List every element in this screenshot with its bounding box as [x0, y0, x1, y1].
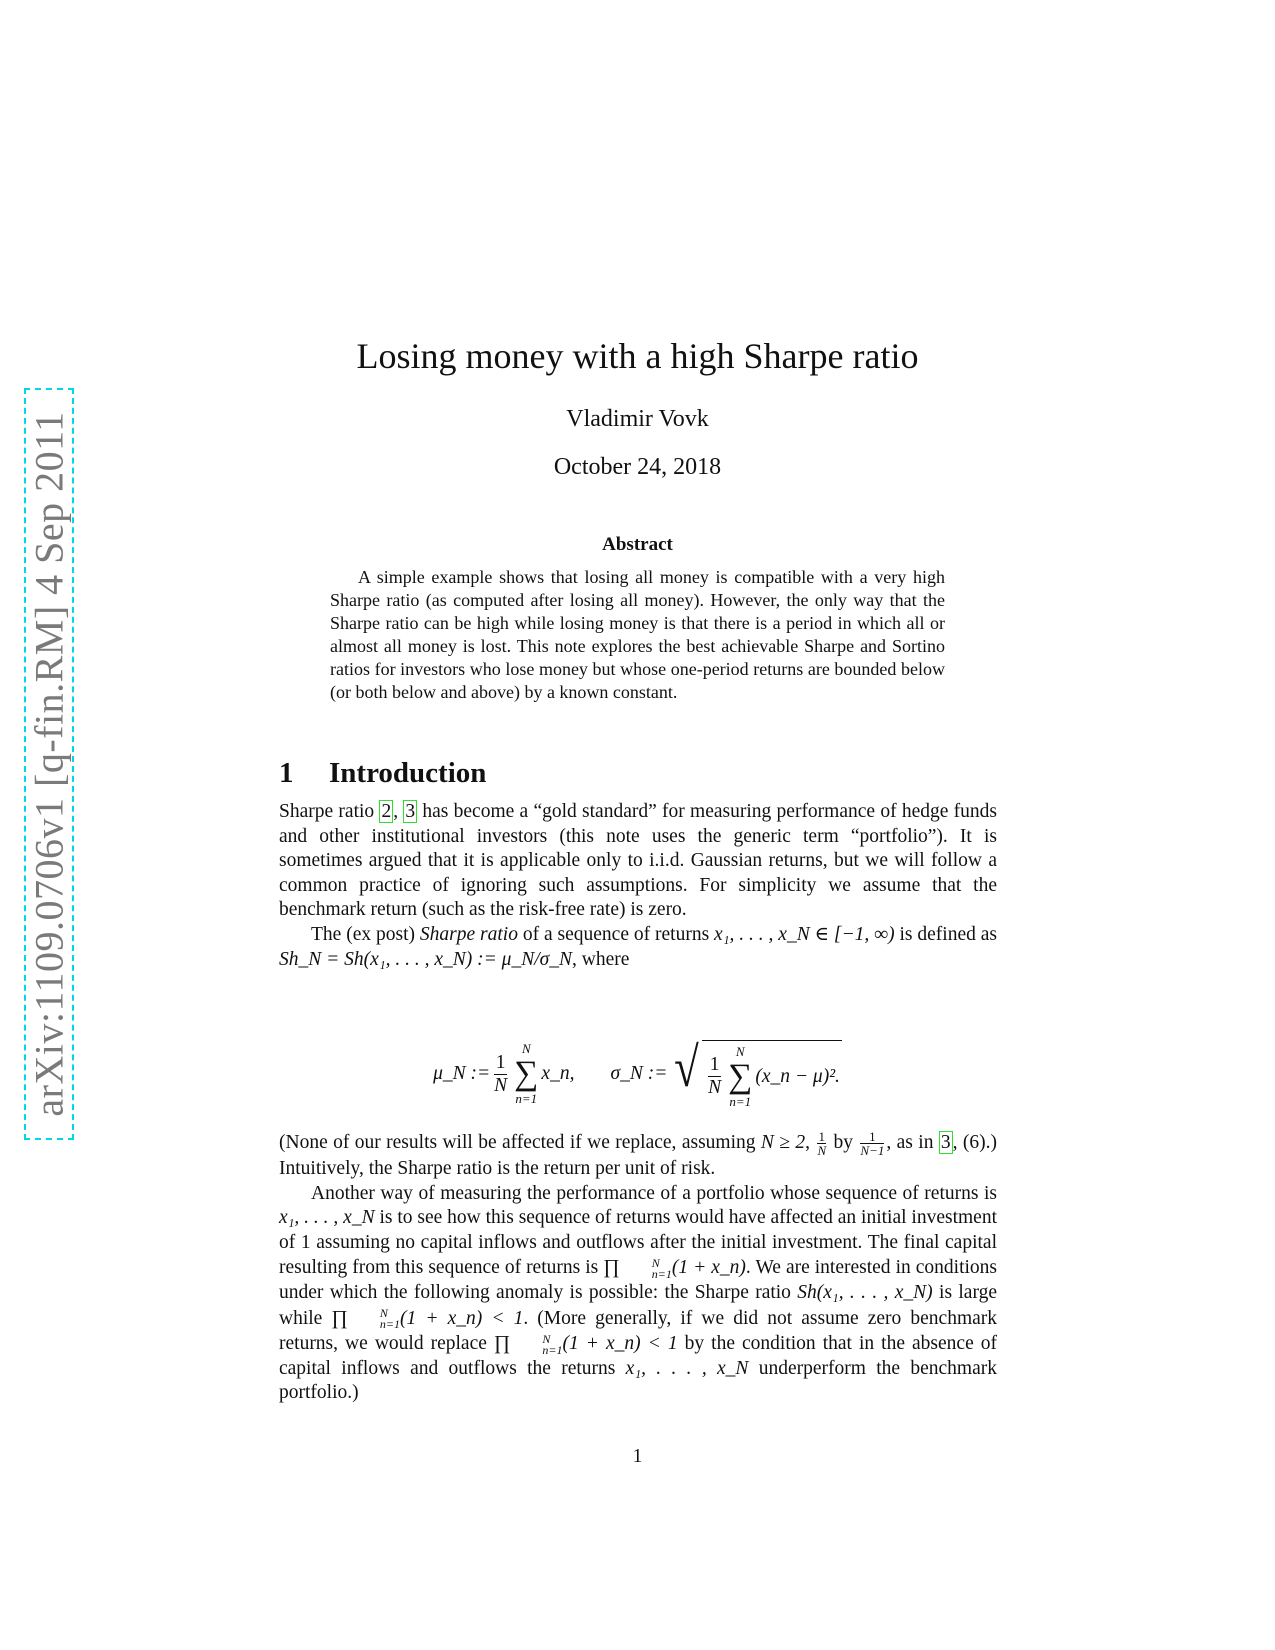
- paper-title: Losing money with a high Sharpe ratio: [356, 336, 919, 376]
- paragraph-capital-growth: Another way of measuring the performance of a portfolio whose sequence of returns is x₁, . . . , x_N is to see how this sequence of returns would have affected an initial investment of 1 assuming no capital inflows and outflows after the initial investment. The final capital resulting from this sequence of returns is ∏ N n=1 (1 + x_n). We are interested in conditions under which the following anomaly is possible: the Sharpe ratio Sh(x₁, . . . , x_N) is large while ∏ N n=1 (1 + x_n) < 1. (More generally, if we did not assume zero benchmark returns, we would replace ∏ N n=1 (1 + x_n) < 1 by the condition that in the absence of capital inflows and outflows the returns x₁, . . . , x_N underperform the benchmark portfolio.): [279, 1182, 998, 1404]
- fraction: $\frac{1}{N}$: [494, 1051, 508, 1096]
- paragraph-sharpe-definition: The (ex post) Sharpe ratio of a sequence of returns x₁, . . . , x_N ∈ [−1, ∞) is defined as Sh_N = Sh(x₁, . . . , x_N) := μ_N/σ_N, where: [279, 923, 997, 970]
- fraction: $\frac{1}{N-1}$: [860, 1129, 885, 1158]
- display-equation: [0, 1034, 1275, 1114]
- paragraph-normalization-note: (None of our results will be affected if we replace, assuming N ≥ 2, $\frac{1}{N}$ by $\frac{1}{N-1}$ , as in 3 , (6).) Intuitively, the Sharpe ratio is the return per unit of risk.: [279, 1129, 997, 1179]
- paper-author: Vladimir Vovk: [566, 406, 709, 432]
- summation-symbol: N ∑ n=1: [728, 1043, 753, 1109]
- product-symbol: ∏: [331, 1306, 348, 1329]
- page-number: 1: [632, 1446, 643, 1467]
- section-number: 1: [279, 757, 294, 789]
- fraction: $\frac{1}{N}$: [708, 1054, 722, 1098]
- emphasized-term: Sharpe ratio: [419, 923, 518, 945]
- paper-date: October 24, 2018: [553, 454, 722, 480]
- arxiv-sidebar-stamp: [24, 388, 74, 1140]
- mean-definition: μ_N := $\frac{1}{N}$ N ∑ n=1 x_n,: [433, 1041, 575, 1106]
- section-title: Introduction: [329, 757, 487, 789]
- citation-link[interactable]: 2: [381, 801, 392, 822]
- fraction: $\frac{1}{N}$: [817, 1129, 827, 1158]
- stddev-definition: σ_N := √ $\frac{1}{N}$ N ∑ n=1 (x_n − μ)².: [610, 1036, 840, 1109]
- section-heading-introduction: [279, 757, 486, 790]
- citation-link[interactable]: 3: [940, 1131, 951, 1153]
- math-inline: Sh_N = Sh(x₁, . . . , x_N) := μ_N/σ_N: [279, 948, 572, 970]
- summation-symbol: N ∑ n=1: [514, 1041, 539, 1106]
- math-inline: x₁, . . . , x_N ∈ [−1, ∞): [714, 923, 895, 945]
- intro-text-lower: [279, 1130, 997, 1406]
- square-root: √ $\frac{1}{N}$ N ∑ n=1 (x_n − μ)².: [674, 1036, 840, 1109]
- abstract-text: A simple example shows that losing all money is compatible with a very high Sharpe ratio (as computed after losing all money). However, the only way that the Sharpe ratio can be high while losing money is that there is a period in which all or almost all money is lost. This note explores the best achievable Sharpe and Sortino ratios for investors who lose money but whose one-period returns are bounded below (or both below and above) by a known constant.: [330, 567, 945, 702]
- arxiv-identifier: arXiv:1109.0706v1 [q-fin.RM] 4 Sep 2011: [26, 411, 72, 1117]
- citation-link[interactable]: 3: [405, 801, 416, 822]
- intro-text-upper: [279, 800, 997, 972]
- product-symbol: ∏: [493, 1332, 511, 1355]
- product-symbol: ∏: [603, 1256, 620, 1279]
- abstract-heading: Abstract: [602, 534, 673, 555]
- paragraph-sharpe-intro: Sharpe ratio 2 , 3 has become a “gold standard” for measuring performance of hedge funds and other institutional investors (this note uses the generic term “portfolio”). It is sometimes argued that it is applicable only to i.i.d. Gaussian returns, but we will follow a common practice of ignoring such assumptions. For simplicity we assume that the benchmark return (such as the risk-free rate) is zero.: [279, 801, 998, 921]
